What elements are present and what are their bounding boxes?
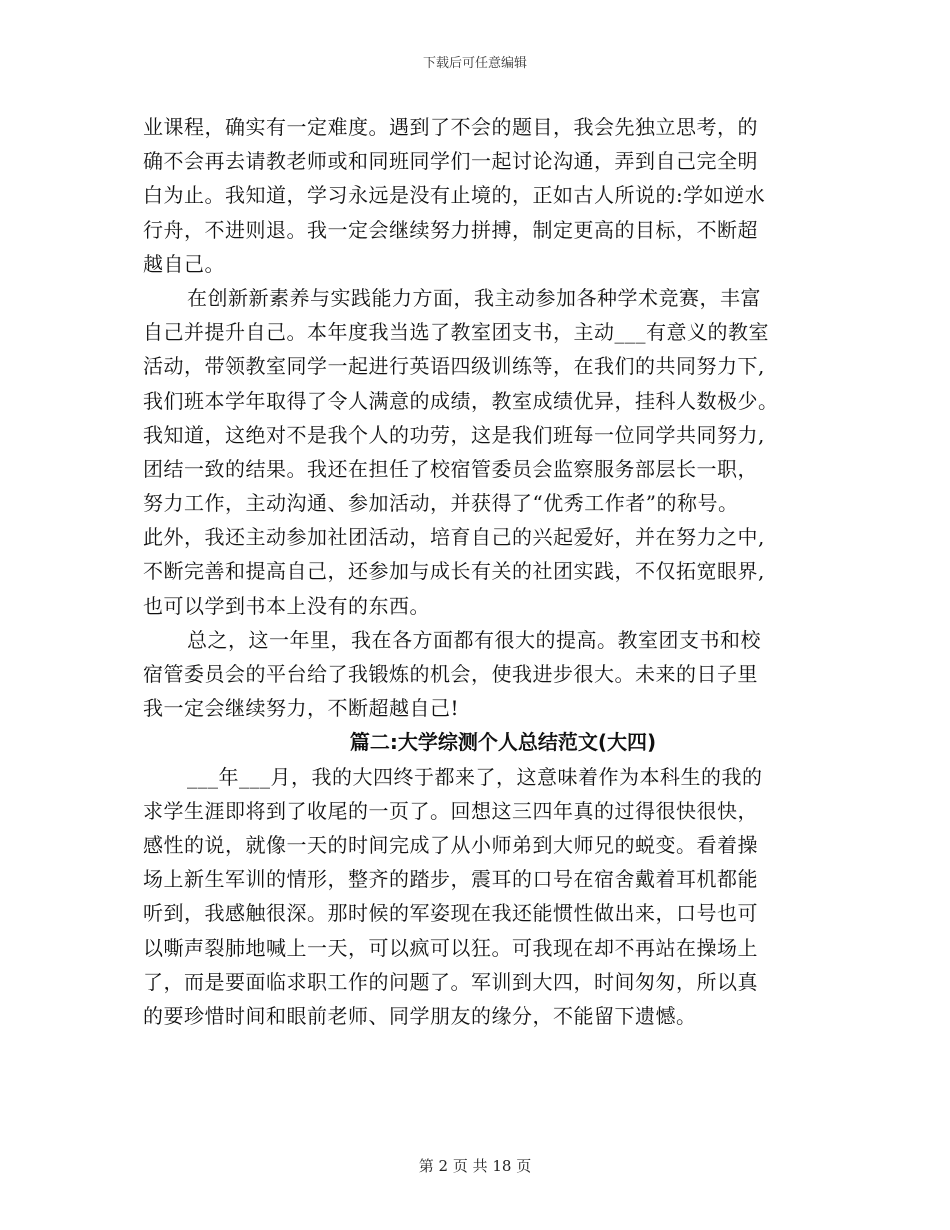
text-line: 场上新生军训的情形，整齐的踏步，震耳的口号在宿舍戴着耳机都能	[143, 867, 758, 892]
text-line: 自己并提升自己。本年度我当选了教室团支书，主动___有意义的教室	[143, 320, 769, 345]
text-line: 白为止。我知道，学习永远是没有止境的，正如古人所说的:学如逆水	[143, 183, 766, 208]
document-body	[143, 110, 803, 1033]
text-line: 听到，我感触很深。那时候的军姿现在我还能惯性做出来，口号也可	[143, 901, 758, 926]
text-line: 感性的说，就像一天的时间完成了从小师弟到大师兄的蜕变。看着操	[143, 832, 758, 857]
text-line: 以嘶声裂肺地喊上一天，可以疯可以狂。可我现在却不再站在操场上	[143, 935, 758, 960]
text-line: 总之，这一年里，我在各方面都有很大的提高。教室团支书和校	[187, 627, 761, 652]
section-title: 篇二:大学综测个人总结范文(大四)	[349, 730, 657, 755]
text-line: 我们班本学年取得了令人满意的成绩，教室成绩优异，挂科人数极少。	[143, 388, 779, 413]
page-header: 下载后可任意编辑	[422, 56, 527, 71]
paragraph-2	[143, 281, 803, 623]
text-line: 活动，带领教室同学一起进行英语四级训练等，在我们的共同努力下,	[143, 354, 765, 379]
paragraph-1	[143, 110, 803, 281]
paragraph-3	[143, 623, 803, 726]
text-line: 也可以学到书本上没有的东西。	[143, 593, 430, 618]
text-line: 求学生涯即将到了收尾的一页了。回想这三四年真的过得很快很快，	[143, 798, 758, 823]
text-line: 宿管委员会的平台给了我锻炼的机会，使我进步很大。未来的日子里	[143, 662, 758, 686]
text-line: 在创新新素养与实践能力方面，我主动参加各种学术竞赛，丰富	[187, 285, 761, 310]
text-line: 越自己。	[143, 251, 225, 276]
text-line: 努力工作，主动沟通、参加活动，并获得了“优秀工作者”的称号。	[143, 491, 739, 516]
text-line: 不断完善和提高自己，还参加与成长有关的社团实践，不仅拓宽眼界,	[143, 559, 765, 584]
text-line: 我知道，这绝对不是我个人的功劳，这是我们班每一位同学共同努力,	[143, 422, 765, 447]
text-line: 确不会再去请教老师或和同班同学们一起讨论沟通，弄到自己完全明	[143, 149, 758, 174]
text-line: ___年___月，我的大四终于都来了，这意味着作为本科生的我的	[187, 764, 763, 789]
text-line: 我一定会继续努力，不断超越自己!	[143, 696, 460, 721]
text-line: 业课程，确实有一定难度。遇到了不会的题目，我会先独立思考，的	[143, 115, 758, 139]
text-line: 了，而是要面临求职工作的问题了。军训到大四，时间匆匆，所以真	[143, 969, 758, 994]
paragraph-4	[143, 760, 803, 1034]
text-line: 团结一致的结果。我还在担任了校宿管委员会监察服务部层长一职，	[143, 456, 758, 481]
text-line: 的要珍惜时间和眼前老师、同学朋友的缘分，不能留下遗憾。	[143, 1003, 697, 1028]
text-line: 行舟，不进则退。我一定会继续努力拼搏，制定更高的目标，不断超	[143, 217, 758, 242]
page-footer: 第 2 页 共 18 页	[418, 1157, 532, 1175]
text-line: 此外，我还主动参加社团活动，培育自己的兴起爱好，并在努力之中,	[143, 525, 765, 550]
